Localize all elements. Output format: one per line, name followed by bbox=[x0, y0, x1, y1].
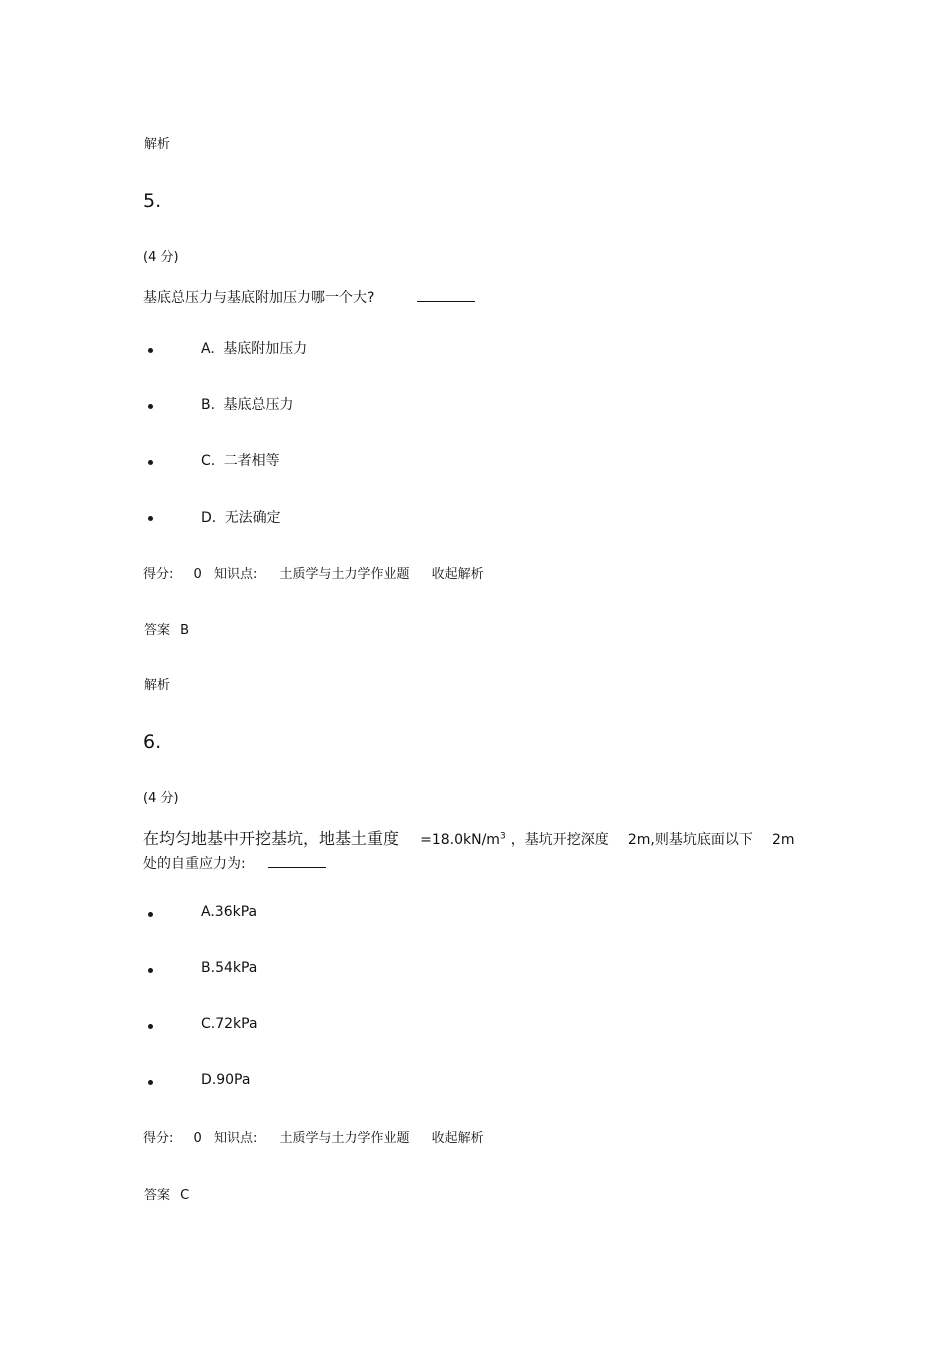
question-score: (4 分) bbox=[143, 250, 179, 265]
score-label: 得分: bbox=[143, 567, 174, 582]
radio-option-d[interactable] bbox=[148, 516, 153, 521]
option-letter: A. bbox=[201, 341, 215, 357]
question-distance: 2m bbox=[771, 832, 795, 848]
analysis-label: 解析 bbox=[144, 678, 171, 693]
question-stem: 基底总压力与基底附加压力哪一个大? bbox=[143, 290, 375, 306]
option-text: 54kPa bbox=[215, 960, 258, 976]
radio-option-b[interactable] bbox=[148, 404, 153, 409]
option-letter: D. bbox=[201, 510, 217, 526]
option-text: 基底总压力 bbox=[223, 397, 294, 413]
radio-option-c[interactable] bbox=[148, 1024, 153, 1029]
option-text: 基底附加压力 bbox=[223, 341, 308, 357]
answer-row bbox=[144, 619, 189, 638]
question-text bbox=[143, 826, 795, 849]
analysis-label: 解析 bbox=[144, 137, 171, 152]
knowledge-value: 土质学与土力学作业题 bbox=[279, 1131, 410, 1146]
collapse-analysis-link[interactable]: 收起解析 bbox=[431, 567, 484, 582]
score-label: 得分: bbox=[143, 1131, 174, 1146]
answer-label: 答案 bbox=[144, 623, 171, 638]
answer-value: B bbox=[180, 623, 190, 638]
option-a[interactable] bbox=[201, 904, 257, 920]
knowledge-label: 知识点: bbox=[213, 567, 258, 582]
answer-row bbox=[144, 1184, 189, 1203]
option-a[interactable] bbox=[201, 338, 307, 358]
knowledge-label: 知识点: bbox=[213, 1131, 258, 1146]
question-text bbox=[143, 287, 475, 307]
option-letter: A. bbox=[201, 904, 215, 920]
option-text: 72kPa bbox=[215, 1016, 258, 1032]
option-d[interactable] bbox=[201, 507, 281, 527]
knowledge-value: 土质学与土力学作业题 bbox=[279, 567, 410, 582]
question-below-text: 2m,则基坑底面以下 bbox=[627, 832, 753, 848]
radio-option-d[interactable] bbox=[148, 1080, 153, 1085]
option-letter: C. bbox=[201, 1016, 216, 1032]
option-letter: D. bbox=[201, 1072, 217, 1088]
option-letter: C. bbox=[201, 453, 216, 469]
answer-label: 答案 bbox=[144, 1188, 171, 1203]
answer-value: C bbox=[180, 1188, 190, 1203]
answer-blank bbox=[268, 866, 326, 868]
radio-option-a[interactable] bbox=[148, 348, 153, 353]
option-text: 36kPa bbox=[214, 904, 258, 920]
radio-option-b[interactable] bbox=[148, 968, 153, 973]
option-d[interactable] bbox=[201, 1072, 250, 1088]
collapse-analysis-link[interactable]: 收起解析 bbox=[431, 1131, 484, 1146]
option-text: 无法确定 bbox=[224, 510, 281, 526]
option-b[interactable] bbox=[201, 960, 257, 976]
question-depth-text: ，基坑开挖深度 bbox=[510, 832, 609, 848]
question-number: 5. bbox=[143, 190, 162, 212]
option-letter: B. bbox=[201, 397, 216, 413]
question-number: 6. bbox=[143, 731, 162, 753]
score-value: 0 bbox=[193, 1131, 202, 1146]
radio-option-c[interactable] bbox=[148, 460, 153, 465]
option-c[interactable] bbox=[201, 450, 280, 470]
option-text: 二者相等 bbox=[223, 453, 280, 469]
question-stem-continued: 处的自重应力为: bbox=[143, 856, 246, 872]
option-c[interactable] bbox=[201, 1016, 258, 1032]
question-score: (4 分) bbox=[143, 791, 179, 806]
question-density: $=18.0kN/m^3$ bbox=[420, 831, 506, 848]
score-value: 0 bbox=[193, 567, 202, 582]
answer-blank bbox=[417, 300, 475, 302]
question-stem: 在均匀地基中开挖基坑，地基土重度 bbox=[143, 829, 400, 848]
result-row bbox=[143, 1127, 484, 1146]
radio-option-a[interactable] bbox=[148, 912, 153, 917]
option-letter: B. bbox=[201, 960, 216, 976]
result-row bbox=[143, 563, 484, 582]
question-text-line2 bbox=[143, 853, 326, 873]
option-b[interactable] bbox=[201, 394, 294, 414]
option-text: 90Pa bbox=[216, 1072, 251, 1088]
